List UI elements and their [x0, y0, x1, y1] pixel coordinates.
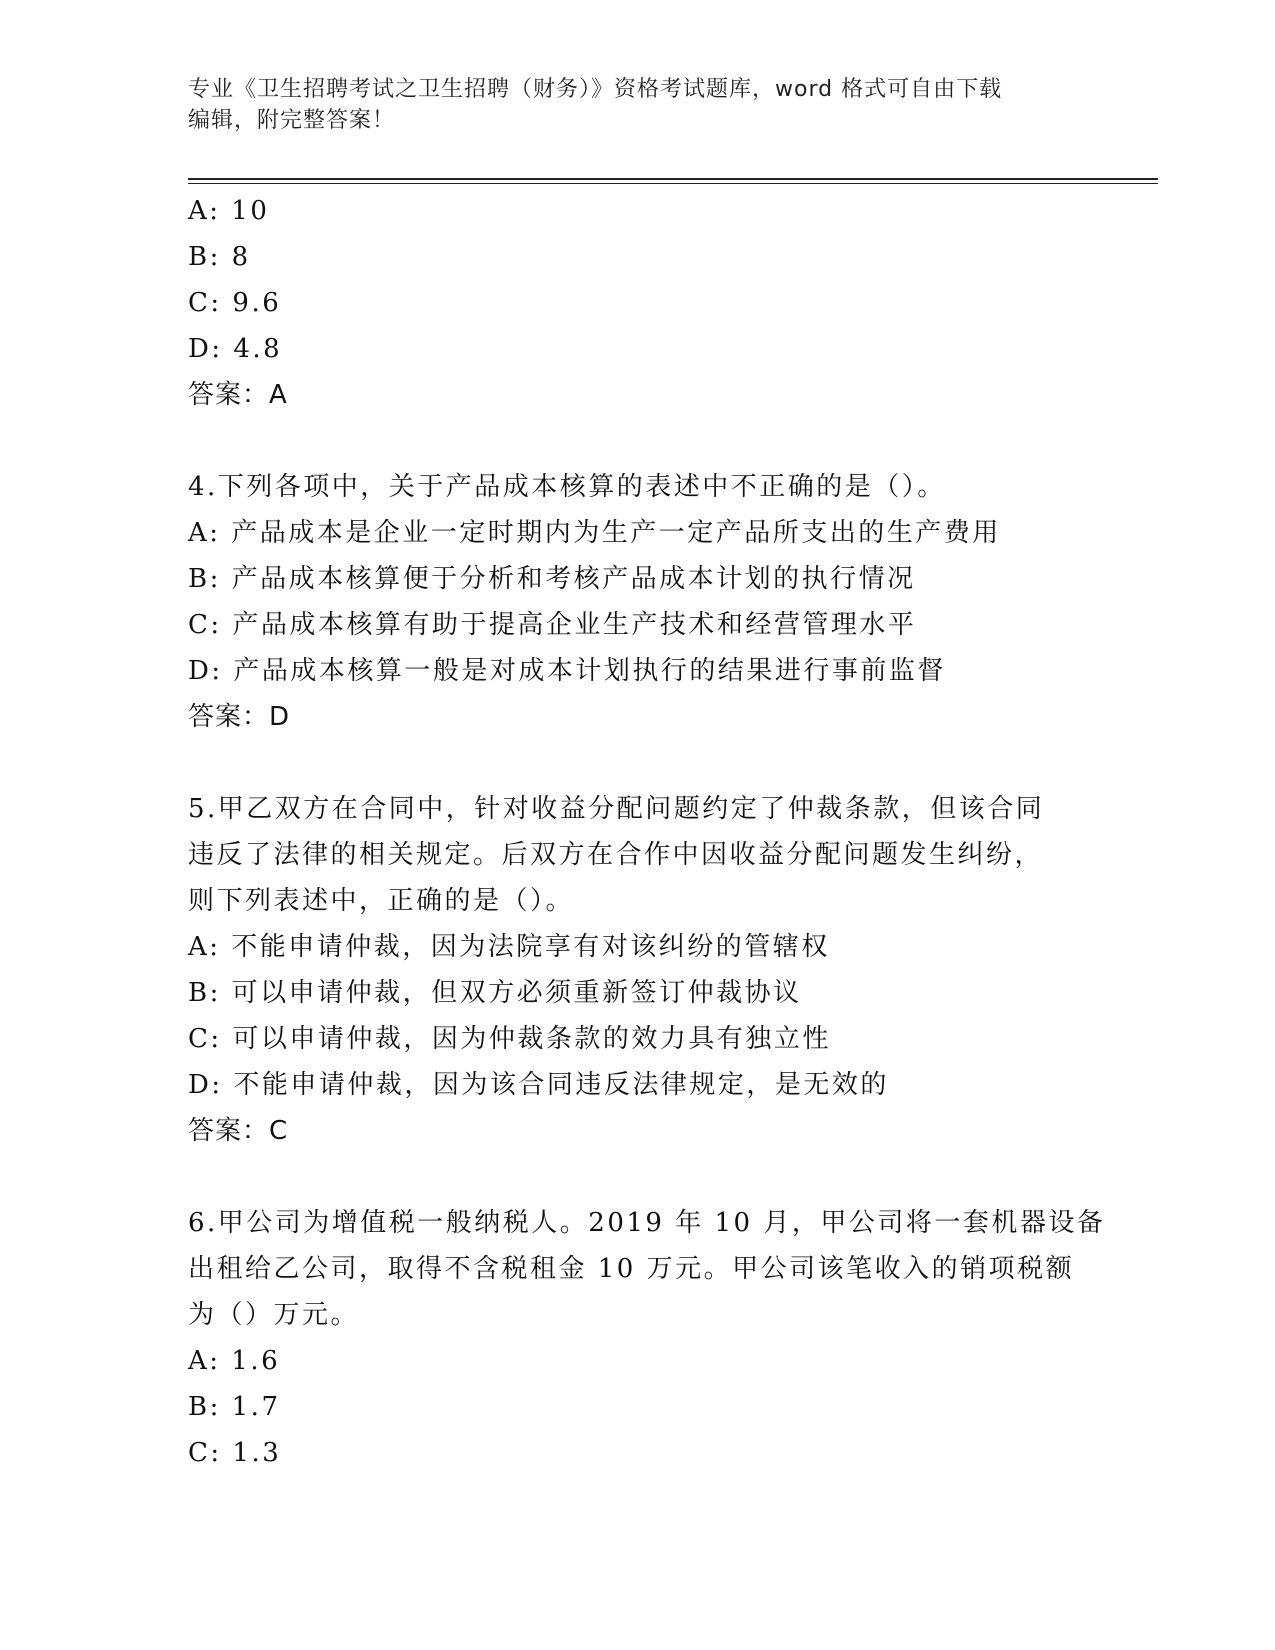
- q4-stem-line-1: 4.下列各项中，关于产品成本核算的表述中不正确的是（）。: [188, 472, 946, 502]
- spacer: [188, 418, 1088, 464]
- question-3: [188, 188, 1088, 418]
- question-4: [188, 464, 1088, 740]
- q3-option-a: A: 10: [188, 196, 270, 226]
- q5-stem-line-3: 则下列表述中，正确的是（）。: [188, 886, 575, 916]
- question-6: [188, 1200, 1106, 1476]
- header-divider-thin: [188, 183, 1158, 184]
- q5-option-b: B: 可以申请仲裁，但双方必须重新签订仲裁协议: [188, 978, 802, 1008]
- header-line-2: 编辑，附完整答案！: [188, 108, 396, 133]
- header-line-1: 专业《卫生招聘考试之卫生招聘（财务）》资格考试题库，word 格式可自由下载: [188, 77, 1003, 102]
- q5-option-a: A: 不能申请仲裁，因为法院享有对该纠纷的管辖权: [188, 932, 830, 962]
- q5-answer: 答案：C: [188, 1116, 289, 1146]
- q6-stem-line-1: 6.甲公司为增值税一般纳税人。2019 年 10 月，甲公司将一套机器设备: [188, 1208, 1106, 1238]
- q3-answer: 答案：A: [188, 380, 288, 410]
- q6-option-b: B: 1.7: [188, 1392, 281, 1422]
- spacer: [188, 740, 1088, 786]
- q6-stem-line-3: 为（）万元。: [188, 1300, 360, 1330]
- document-header: [188, 74, 1088, 136]
- q4-option-c: C: 产品成本核算有助于提高企业生产技术和经营管理水平: [188, 610, 917, 640]
- question-5: [188, 786, 1088, 1154]
- q5-stem-line-1: 5.甲乙双方在合同中，针对收益分配问题约定了仲裁条款，但该合同: [188, 794, 1045, 824]
- spacer: [188, 1154, 1088, 1200]
- q5-option-c: C: 可以申请仲裁，因为仲裁条款的效力具有独立性: [188, 1024, 831, 1054]
- q6-stem-line-2: 出租给乙公司，取得不含税租金 10 万元。甲公司该笔收入的销项税额: [188, 1254, 1075, 1284]
- document-body: [188, 188, 1106, 1476]
- q6-option-a: A: 1.6: [188, 1346, 281, 1376]
- q4-option-d: D: 产品成本核算一般是对成本计划执行的结果进行事前监督: [188, 656, 946, 686]
- q4-option-b: B: 产品成本核算便于分析和考核产品成本计划的执行情况: [188, 564, 916, 594]
- q5-stem-line-2: 违反了法律的相关规定。后双方在合作中因收益分配问题发生纠纷，: [188, 840, 1044, 870]
- header-divider-thick: [188, 178, 1158, 180]
- q6-option-c: C: 1.3: [188, 1438, 282, 1468]
- q3-option-c: C: 9.6: [188, 288, 282, 318]
- q3-option-b: B: 8: [188, 242, 251, 272]
- q4-option-a: A: 产品成本是企业一定时期内为生产一定产品所支出的生产费用: [188, 518, 1001, 548]
- q5-option-d: D: 不能申请仲裁，因为该合同违反法律规定，是无效的: [188, 1070, 889, 1100]
- q3-option-d: D: 4.8: [188, 334, 283, 364]
- q4-answer: 答案：D: [188, 702, 291, 732]
